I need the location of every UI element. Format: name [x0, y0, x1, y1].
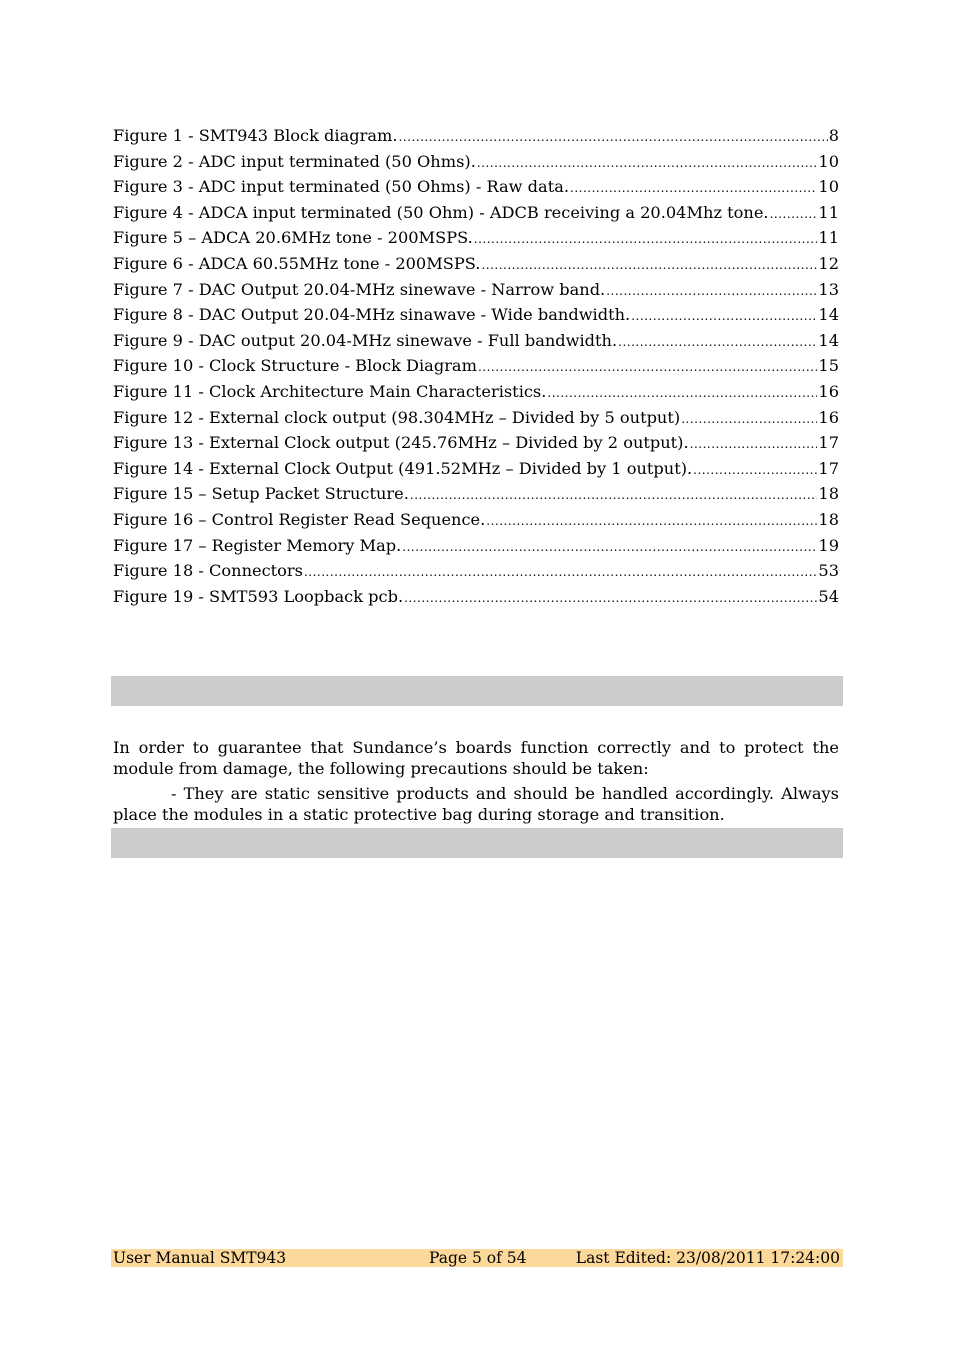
table-of-figures-entry[interactable]	[113, 149, 839, 175]
dot-leader	[693, 458, 817, 484]
dot-leader	[410, 483, 818, 509]
figure-page-number: 53	[818, 561, 839, 581]
figure-page-number: 19	[818, 535, 839, 555]
footer-document-title: User Manual SMT943	[113, 1249, 287, 1267]
dot-leader	[486, 509, 817, 535]
dot-leader	[606, 279, 817, 305]
figure-title: Figure 13 - External Clock output (245.76MHz – Divided by 2 output).	[113, 433, 689, 453]
figure-title: Figure 8 - DAC Output 20.04-MHz sinawave - Wide bandwidth.	[113, 305, 631, 325]
table-of-figures-entry[interactable]	[113, 405, 839, 431]
figure-title: Figure 1 - SMT943 Block diagram.	[113, 126, 398, 145]
table-of-figures-entry[interactable]	[113, 328, 839, 354]
figure-title: Figure 18 - Connectors	[113, 561, 303, 581]
footer-last-edited: Last Edited: 23/08/2011 17:24:00	[575, 1249, 840, 1267]
figure-page-number: 18	[818, 484, 839, 504]
table-of-figures-entry[interactable]	[113, 584, 839, 610]
figure-title: Figure 2 - ADC input terminated (50 Ohms).	[113, 151, 476, 171]
dot-leader	[481, 253, 817, 279]
dot-leader	[690, 432, 818, 458]
page-footer	[111, 1249, 843, 1267]
section-heading-bar	[111, 676, 843, 706]
figure-page-number: 18	[818, 509, 839, 529]
figure-page-number: 16	[818, 407, 839, 427]
precautions-intro: In order to guarantee that Sundance’s boards function correctly and to protect the module from damage, the following precautions should be taken:	[113, 738, 839, 778]
dot-leader	[570, 176, 817, 202]
figure-page-number: 16	[818, 381, 839, 401]
figure-title: Figure 10 - Clock Structure - Block Diagram	[113, 356, 477, 376]
figure-title: Figure 14 - External Clock Output (491.52MHz – Divided by 1 output).	[113, 458, 693, 478]
table-of-figures-entry[interactable]	[113, 251, 839, 277]
figure-page-number: 17	[818, 458, 839, 478]
table-of-figures-entry[interactable]	[113, 430, 839, 456]
figure-page-number: 11	[818, 228, 839, 248]
figure-title: Figure 3 - ADC input terminated (50 Ohms) - Raw data.	[113, 177, 569, 197]
table-of-figures	[113, 123, 839, 609]
figure-page-number: 14	[818, 330, 839, 350]
dot-leader	[478, 355, 817, 381]
footer-page-number: Page 5 of 54	[429, 1249, 527, 1267]
figure-page-number: 15	[818, 356, 839, 376]
table-of-figures-entry[interactable]	[113, 174, 839, 200]
figure-title: Figure 17 – Register Memory Map.	[113, 535, 402, 555]
dot-leader	[547, 381, 817, 407]
table-of-figures-entry[interactable]	[113, 558, 839, 584]
figure-page-number: 14	[818, 305, 839, 325]
figure-title: Figure 15 – Setup Packet Structure.	[113, 484, 409, 504]
figure-page-number: 10	[818, 151, 839, 171]
table-of-figures-entry[interactable]	[113, 277, 839, 303]
dot-leader	[399, 125, 828, 151]
figure-title: Figure 12 - External clock output (98.304MHz – Divided by 5 output)	[113, 407, 681, 427]
figure-page-number: 12	[818, 253, 839, 273]
dot-leader	[770, 202, 818, 228]
table-of-figures-entry[interactable]	[113, 123, 839, 149]
figure-title: Figure 11 - Clock Architecture Main Characteristics.	[113, 381, 547, 401]
dot-leader	[404, 586, 817, 612]
table-of-figures-entry[interactable]	[113, 507, 839, 533]
dot-leader	[618, 330, 817, 356]
dot-leader	[402, 535, 817, 561]
figure-title: Figure 6 - ADCA 60.55MHz tone - 200MSPS.	[113, 253, 481, 273]
dot-leader	[304, 560, 817, 586]
dot-leader	[474, 227, 818, 253]
figure-title: Figure 19 - SMT593 Loopback pcb.	[113, 586, 404, 606]
precaution-item: - They are static sensitive products and should be handled accordingly. Always place the modules in a static protective bag during storage and transition.	[113, 784, 839, 824]
figure-page-number: 13	[818, 279, 839, 299]
figure-title: Figure 9 - DAC output 20.04-MHz sinewave - Full bandwidth.	[113, 330, 618, 350]
table-of-figures-entry[interactable]	[113, 481, 839, 507]
table-of-figures-entry[interactable]	[113, 200, 839, 226]
table-of-figures-entry[interactable]	[113, 353, 839, 379]
dot-leader	[681, 407, 817, 433]
table-of-figures-entry[interactable]	[113, 225, 839, 251]
section-heading-bar	[111, 828, 843, 858]
figure-title: Figure 7 - DAC Output 20.04-MHz sinewave - Narrow band.	[113, 279, 606, 299]
figure-title: Figure 4 - ADCA input terminated (50 Ohm) - ADCB receiving a 20.04Mhz tone.	[113, 202, 769, 222]
figure-title: Figure 16 – Control Register Read Sequence.	[113, 509, 486, 529]
figure-page-number: 11	[818, 202, 839, 222]
table-of-figures-entry[interactable]	[113, 456, 839, 482]
dot-leader	[631, 304, 817, 330]
figure-page-number: 54	[818, 586, 839, 606]
table-of-figures-entry[interactable]	[113, 379, 839, 405]
figure-title: Figure 5 – ADCA 20.6MHz tone - 200MSPS.	[113, 228, 473, 248]
table-of-figures-entry[interactable]	[113, 533, 839, 559]
figure-page-number: 10	[818, 177, 839, 197]
figure-page-number: 8	[828, 126, 839, 145]
figure-page-number: 17	[818, 433, 839, 453]
dot-leader	[477, 151, 818, 177]
table-of-figures-entry[interactable]	[113, 302, 839, 328]
